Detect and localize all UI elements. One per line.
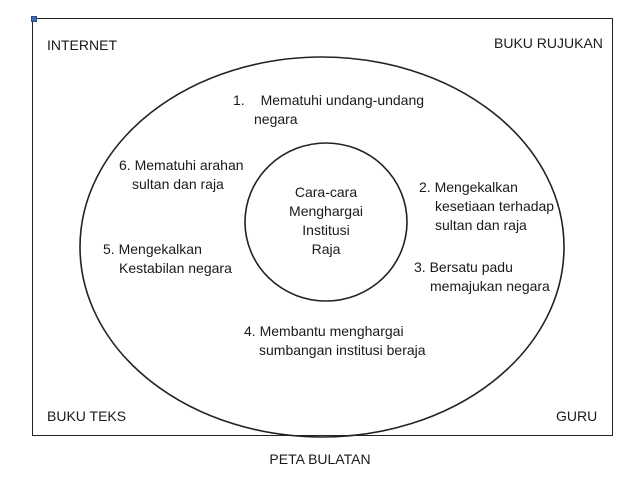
- item-text: kesetiaan terhadap: [435, 198, 555, 214]
- center-line: Raja: [311, 241, 341, 257]
- item-text: Mengekalkan: [118, 241, 202, 257]
- center-line: Cara-cara: [294, 184, 358, 200]
- item-text: Mematuhi arahan: [134, 157, 244, 173]
- item-number: 3.: [414, 259, 426, 275]
- item-5: [103, 240, 232, 278]
- item-6: [119, 156, 244, 194]
- caption: PETA BULATAN: [269, 451, 371, 467]
- item-number: 2.: [419, 179, 431, 195]
- item-text: Kestabilan negara: [119, 260, 232, 276]
- item-text: memajukan negara: [430, 278, 550, 294]
- item-3: [414, 258, 550, 296]
- item-2: [419, 178, 554, 235]
- item-text: sumbangan institusi beraja: [259, 342, 426, 358]
- item-number: 4.: [244, 323, 256, 339]
- item-number: 1.: [233, 92, 245, 108]
- corner-label-buku-rujukan: BUKU RUJUKAN: [494, 35, 603, 51]
- center-text: [270, 183, 382, 259]
- center-line: Menghargai: [289, 203, 363, 219]
- item-text: Mengekalkan: [434, 179, 518, 195]
- item-text: negara: [254, 111, 298, 127]
- corner-label-guru: GURU: [556, 408, 598, 424]
- item-1: [233, 91, 424, 129]
- corner-label-internet: INTERNET: [47, 37, 117, 53]
- item-4: [244, 322, 426, 360]
- item-text: sultan dan raja: [435, 217, 527, 233]
- item-text: Mematuhi undang-undang: [260, 92, 425, 108]
- corner-label-buku-teks: BUKU TEKS: [47, 408, 127, 424]
- item-text: Membantu menghargai: [259, 323, 404, 339]
- item-number: 5.: [103, 241, 115, 257]
- item-text: sultan dan raja: [132, 176, 224, 192]
- item-number: 6.: [119, 157, 131, 173]
- center-line: Institusi: [302, 222, 350, 238]
- item-text: Bersatu padu: [429, 259, 513, 275]
